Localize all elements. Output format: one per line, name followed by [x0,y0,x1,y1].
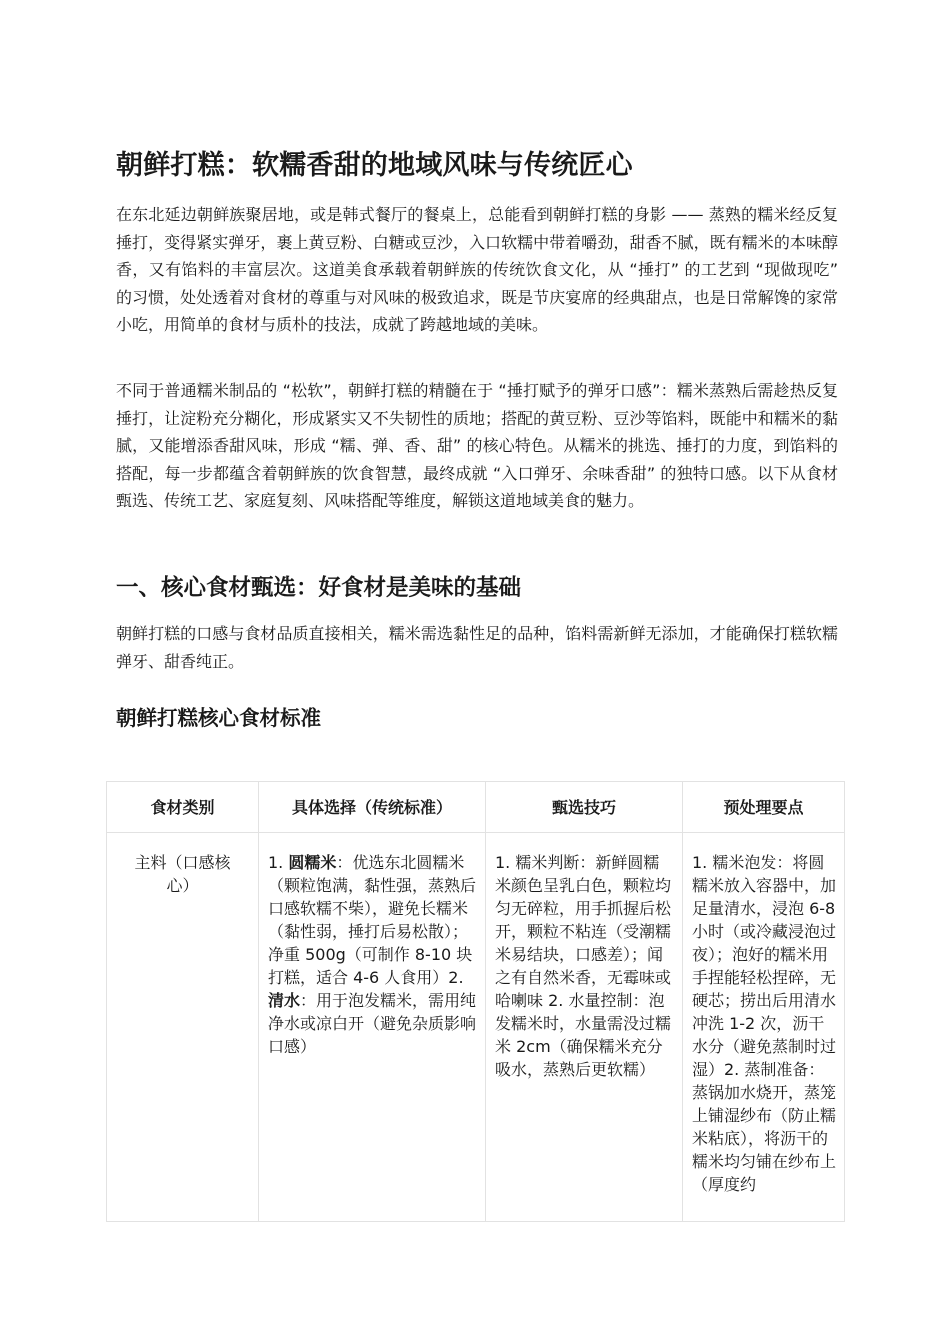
selection-text: ：优选东北圆糯米（颗粒饱满，黏性强，蒸熟后口感软糯不柴），避免长糯米（黏性弱，捶打后易松散）；净重 500g（可制作 8-10 块打糕，适合 4-6 人食用）2. [268,853,477,987]
section-heading: 一、核心食材甄选：好食材是美味的基础 [116,575,522,601]
selection-text: ：用于泡发糯米，需用纯净水或凉白开（避免杂质影响口感） [268,991,477,1056]
ingredient-table [106,781,845,1222]
selection-bold-term: 圆糯米 [288,853,337,872]
cell-tips [486,833,683,1222]
cell-selection [259,833,486,1222]
category-text: 主料（口感核心） [134,853,231,895]
cell-category [107,833,259,1222]
table-header-row [107,782,845,833]
column-header-category: 食材类别 [107,782,259,833]
section-paragraph: 朝鲜打糕的口感与食材品质直接相关，糯米需选黏性足的品种，馅料需新鲜无添加，才能确保打糕软糯弹牙、甜香纯正。 [116,624,838,671]
intro-paragraph-1: 在东北延边朝鲜族聚居地，或是韩式餐厅的餐桌上，总能看到朝鲜打糕的身影 —— 蒸熟的糯米经反复捶打，变得紧实弹牙，裹上黄豆粉、白糖或豆沙，入口软糯中带着嚼劲，甜香不腻，既有糯米的本味醇香，又有馅料的丰富层次。这道美食承载着朝鲜族的传统饮食文化，从 “捶打” 的工艺到 “现做现吃” 的习惯，处处透着对食材的尊重与对风味的极致追求，既是节庆宴席的经典甜点，也是日常解馋的家常小吃，用简单的食材与质朴的技法，成就了跨越地域的美味。 [116,205,838,335]
cell-prep [683,833,845,1222]
intro-paragraph-2: 不同于普通糯米制品的 “松软”，朝鲜打糕的精髓在于 “捶打赋予的弹牙口感”：糯米蒸熟后需趁热反复捶打，让淀粉充分糊化，形成紧实又不失韧性的质地；搭配的黄豆粉、豆沙等馅料，既能中和糯米的黏腻，又能增添香甜风味，形成 “糯、弹、香、甜” 的核心特色。从糯米的挑选、捶打的力度，到馅料的搭配，每一步都蕴含着朝鲜族的饮食智慧，最终成就 “入口弹牙、余味香甜” 的独特口感。以下从食材甄选、传统工艺、家庭复刻、风味搭配等维度，解锁这道地域美食的魅力。 [116,381,838,511]
table-caption: 朝鲜打糕核心食材标准 [116,706,321,730]
selection-bold-term: 清水 [268,991,301,1010]
column-header-prep: 预处理要点 [683,782,845,833]
column-header-tips: 甄选技巧 [486,782,683,833]
table-row [107,833,845,1222]
selection-text: 1. [268,853,289,872]
tips-text: 1. 糯米判断：新鲜圆糯米颜色呈乳白色，颗粒均匀无碎粒，用手抓握后松开，颗粒不粘连（受潮糯米易结块，口感差）；闻之有自然米香，无霉味或哈喇味 2. 水量控制：泡发糯米时，水量需没过糯米 2cm（确保糯米充分吸水，蒸熟后更软糯） [495,853,672,1079]
prep-text: 1. 糯米泡发：将圆糯米放入容器中，加足量清水，浸泡 6-8 小时（或冷藏浸泡过夜）；泡好的糯米用手捏能轻松捏碎，无硬芯；捞出后用清水冲洗 1-2 次，沥干水分（避免蒸制时过湿）2. 蒸制准备：蒸锅加水烧开，蒸笼上铺湿纱布（防止糯米粘底），将沥干的糯米均匀铺在纱布上（厚度约 [692,853,836,1194]
article-title: 朝鲜打糕：软糯香甜的地域风味与传统匠心 [116,150,633,181]
column-header-selection: 具体选择（传统标准） [259,782,486,833]
